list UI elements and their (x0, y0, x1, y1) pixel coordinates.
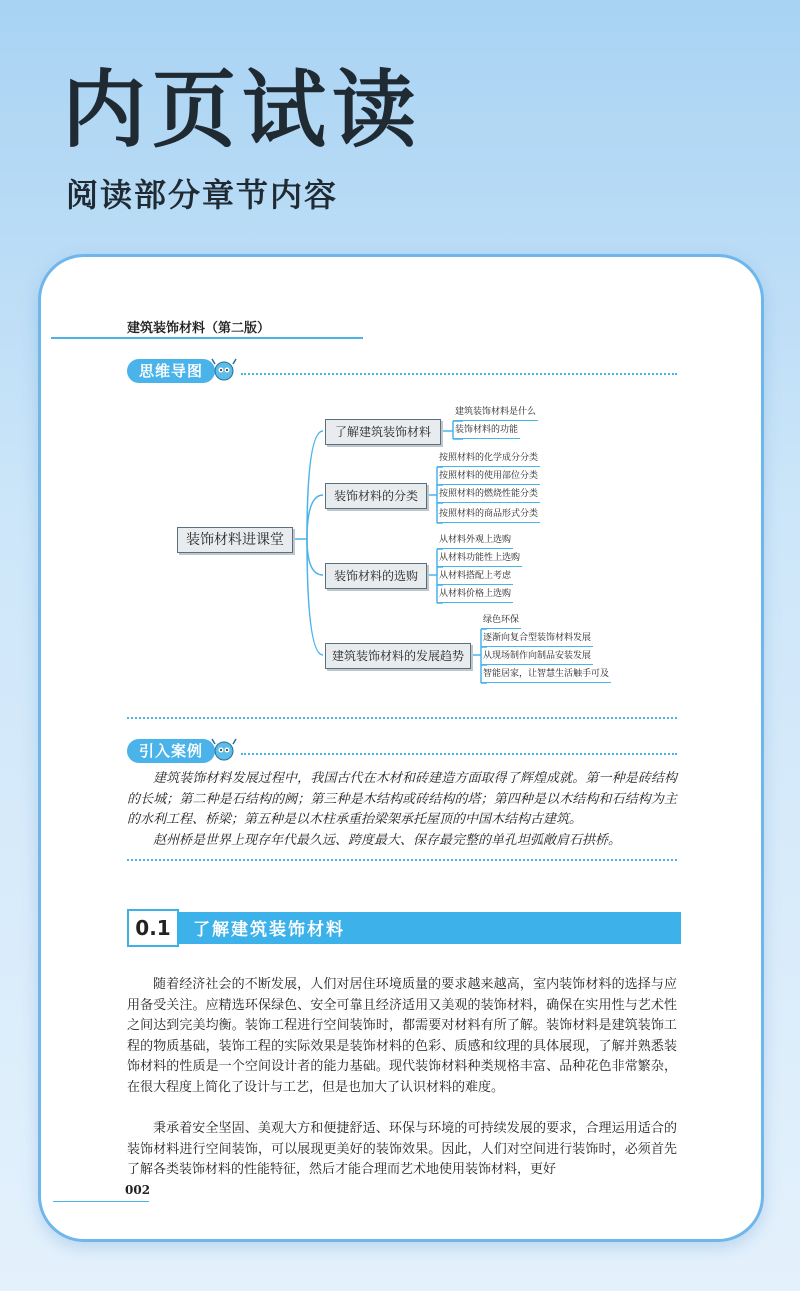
body-paragraph: 随着经济社会的不断发展，人们对居住环境质量的要求越来越高，室内装饰材料的选择与应用备受关注。应精选环保绿色、安全可靠且经济适用又美观的装饰材料，确保在实用性与艺术性之间达到完美均衡。装饰工程进行空间装饰时，都需要对材料有所了解。装饰材料是建筑装饰工程的物质基础，装饰工程的实际效果是装饰材料的色彩、质感和纹理的具体展现，了解并熟悉装饰材料的性质是一个空间设计者的能力基础。现代装饰材料种类规格丰富、品种花色非常繁杂，在很大程度上简化了设计与工艺，但是也加大了认识材料的难度。 (127, 977, 677, 1095)
footer-rule (53, 1201, 149, 1202)
mindmap-section-label: 思维导图 (127, 359, 215, 383)
running-head: 建筑装饰材料（第二版） (127, 321, 271, 336)
mindmap-branch: 建筑装饰材料的发展趋势 (325, 643, 471, 669)
case-section-label: 引入案例 (127, 739, 215, 763)
mindmap-leaf: 智能居家，让智慧生活触手可及 (481, 667, 611, 683)
mindmap-leaf: 装饰材料的功能 (453, 423, 520, 439)
mindmap-leaf: 按照材料的商品形式分类 (437, 507, 540, 523)
mindmap-leaf: 从材料外观上选购 (437, 533, 513, 549)
mindmap-leaf: 从材料价格上选购 (437, 587, 513, 603)
mascot-icon (209, 737, 239, 763)
mindmap-leaf: 按照材料的使用部位分类 (437, 469, 540, 485)
mindmap-leaf: 从材料搭配上考虑 (437, 569, 513, 585)
mindmap-leaf: 从材料功能性上选购 (437, 551, 522, 567)
case-bottom-rule (127, 859, 677, 861)
chapter-title: 了解建筑装饰材料 (193, 920, 345, 940)
mindmap-connectors (41, 257, 764, 697)
page-number: 002 (125, 1183, 151, 1197)
case-dotted-rule (241, 753, 677, 755)
case-paragraph: 建筑装饰材料发展过程中，我国古代在木材和砖建造方面取得了辉煌成就。第一种是砖结构的长城；第二种是石结构的阙；第三种是木结构或砖结构的塔；第四种是以木结构和石结构为主的水利工程、桥梁；第五种是以木柱承重抬梁架承托屋顶的中国木结构古建筑。 (127, 771, 677, 827)
chapter-number: 0.1 (127, 909, 179, 947)
banner-title: 内页试读 (62, 61, 423, 159)
case-paragraph: 赵州桥是世界上现存年代最久远、跨度最大、保存最完整的单孔坦弧敞肩石拱桥。 (153, 833, 622, 848)
mindmap-leaf: 按照材料的燃烧性能分类 (437, 487, 540, 503)
book-page-card (38, 254, 764, 1242)
mindmap-branch: 装饰材料的选购 (325, 563, 427, 589)
mindmap-leaf: 绿色环保 (481, 613, 521, 629)
mindmap-leaf: 逐渐向复合型装饰材料发展 (481, 631, 593, 647)
mindmap-leaf: 从现场制作向制品安装发展 (481, 649, 593, 665)
body-paragraph: 秉承着安全坚固、美观大方和便捷舒适、环保与环境的可持续发展的要求，合理运用适合的装饰材料进行空间装饰，可以展现更美好的装饰效果。因此，人们对空间进行装饰时，必须首先了解各类装饰材料的性能特征，然后才能合理而艺术地使用装饰材料，更好 (127, 1121, 677, 1177)
mindmap-branch: 装饰材料的分类 (325, 483, 427, 509)
banner-subtitle: 阅读部分章节内容 (66, 176, 339, 214)
mindmap-leaf: 建筑装饰材料是什么 (453, 405, 538, 421)
mindmap-branch: 了解建筑装饰材料 (325, 419, 441, 445)
mindmap-bottom-rule (127, 717, 677, 719)
mindmap-leaf: 按照材料的化学成分分类 (437, 451, 540, 467)
mindmap-root: 装饰材料进课堂 (177, 527, 293, 553)
